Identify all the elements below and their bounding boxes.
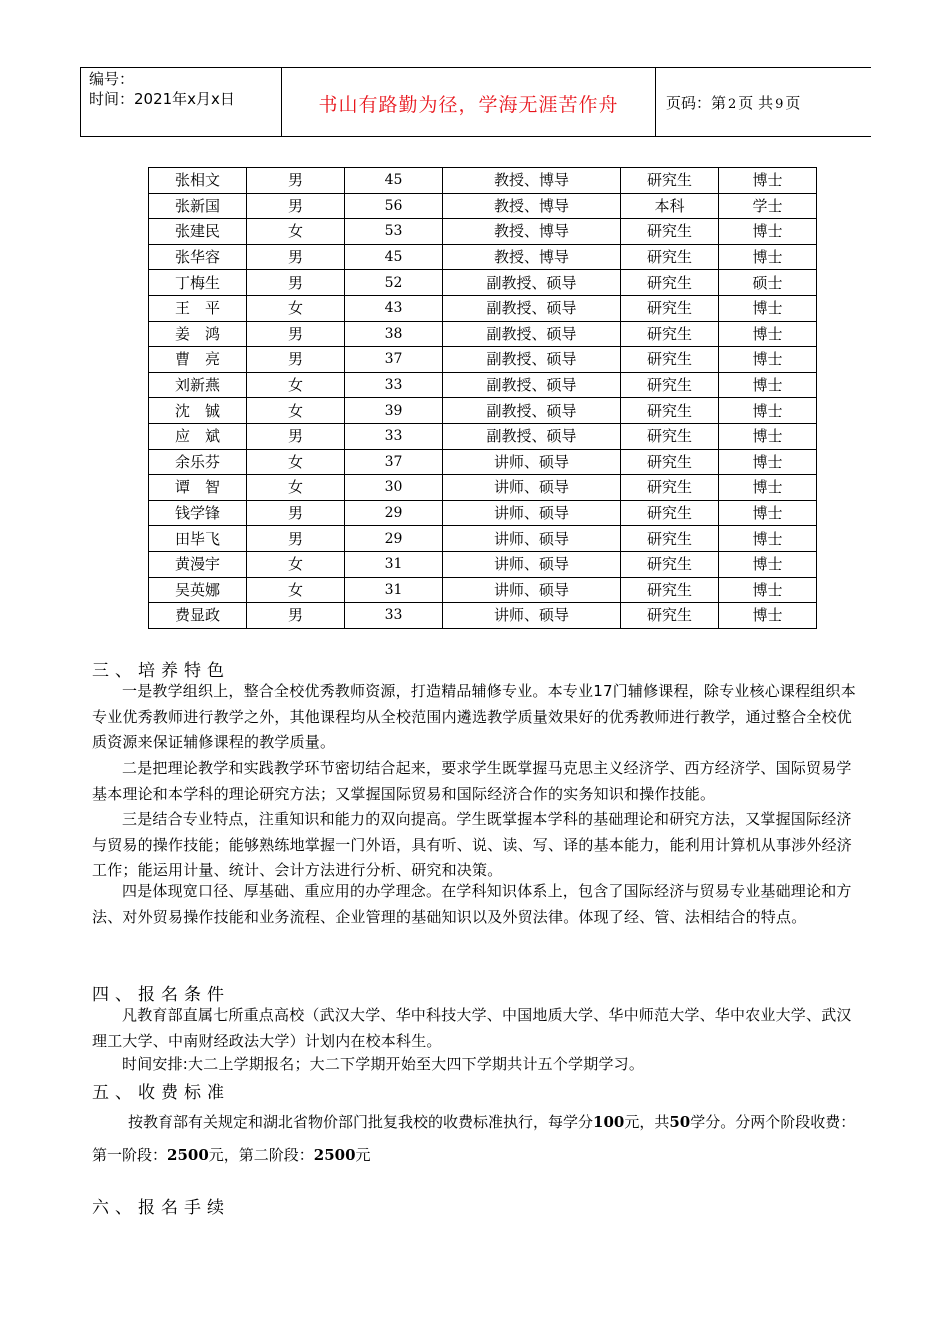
staff-education: 研究生 (621, 603, 719, 629)
staff-gender: 女 (247, 577, 345, 603)
staff-degree: 博士 (719, 321, 817, 347)
table-row (149, 270, 817, 296)
staff-education: 研究生 (621, 219, 719, 245)
staff-gender: 女 (247, 449, 345, 475)
table-row (149, 423, 817, 449)
staff-degree: 博士 (719, 168, 817, 194)
table-row (149, 244, 817, 270)
staff-name: 张新国 (149, 193, 247, 219)
staff-degree: 博士 (719, 551, 817, 577)
staff-education: 研究生 (621, 577, 719, 603)
staff-name: 费显政 (149, 603, 247, 629)
table-row (149, 398, 817, 424)
staff-gender: 男 (247, 321, 345, 347)
staff-degree: 博士 (719, 244, 817, 270)
staff-name: 王 平 (149, 295, 247, 321)
staff-title: 讲师、硕导 (443, 551, 621, 577)
table-row (149, 577, 817, 603)
staff-education: 研究生 (621, 372, 719, 398)
header-meta-cell (81, 68, 282, 136)
staff-degree: 博士 (719, 295, 817, 321)
staff-name: 张建民 (149, 219, 247, 245)
table-row (149, 603, 817, 629)
staff-education: 研究生 (621, 526, 719, 552)
table-row (149, 475, 817, 501)
staff-age: 43 (345, 295, 443, 321)
page-suffix: 页 (785, 94, 801, 112)
page-mid: 页 共 (738, 94, 774, 112)
section-3-paragraph-4: 四是体现宽口径、厚基础、重应用的办学理念。在学科知识体系上，包含了国际经济与贸易专业基础理论和方法、对外贸易操作技能和业务流程、企业管理的基础知识以及外贸法律。体现了经、管、法相结合的特点。 (92, 882, 852, 926)
staff-name: 黄漫宇 (149, 551, 247, 577)
date-label: 时间：2021年x月x日 (89, 90, 235, 108)
staff-degree: 博士 (719, 475, 817, 501)
staff-education: 研究生 (621, 551, 719, 577)
staff-age: 45 (345, 168, 443, 194)
staff-title: 副教授、硕导 (443, 372, 621, 398)
staff-age: 37 (345, 449, 443, 475)
staff-education: 研究生 (621, 449, 719, 475)
table-row (149, 551, 817, 577)
section-3-paragraph-3: 三是结合专业特点，注重知识和能力的双向提高。学生既掌握本学科的基础理论和研究方法，又掌握国际经济与贸易的操作技能；能够熟练地掌握一门外语，具有听、说、读、写、译的基本能力，能利用计算机从事涉外经济工作；能运用计量、统计、会计方法进行分析、研究和决策。 (92, 810, 853, 879)
staff-name: 姜 鸿 (149, 321, 247, 347)
staff-gender: 男 (247, 500, 345, 526)
stage-2-fee: 2500 (313, 1146, 356, 1164)
staff-name: 曹 亮 (149, 347, 247, 373)
staff-gender: 男 (247, 270, 345, 296)
staff-age: 39 (345, 398, 443, 424)
fee-text-e: 元 (355, 1146, 371, 1164)
table-row (149, 295, 817, 321)
staff-title: 讲师、硕导 (443, 500, 621, 526)
staff-age: 31 (345, 577, 443, 603)
staff-title: 讲师、硕导 (443, 603, 621, 629)
staff-title: 讲师、硕导 (443, 577, 621, 603)
motto: 书山有路勤为径，学海无涯苦作舟 (318, 94, 619, 116)
staff-degree: 博士 (719, 449, 817, 475)
staff-name: 沈 铖 (149, 398, 247, 424)
staff-gender: 男 (247, 244, 345, 270)
total-credits: 50 (669, 1113, 691, 1131)
table-row (149, 347, 817, 373)
table-row (149, 193, 817, 219)
staff-degree: 博士 (719, 577, 817, 603)
staff-education: 研究生 (621, 475, 719, 501)
header-page-cell (656, 68, 871, 136)
staff-name: 丁梅生 (149, 270, 247, 296)
table-row (149, 219, 817, 245)
staff-gender: 男 (247, 168, 345, 194)
section-3-title: 三、培养特色 (92, 661, 230, 681)
staff-title: 教授、博导 (443, 219, 621, 245)
staff-name: 吴英娜 (149, 577, 247, 603)
staff-table-body (149, 168, 817, 629)
section-5-fee-paragraph (92, 1106, 862, 1172)
staff-gender: 女 (247, 295, 345, 321)
staff-gender: 女 (247, 372, 345, 398)
staff-degree: 博士 (719, 347, 817, 373)
staff-gender: 女 (247, 551, 345, 577)
credit-fee: 100 (593, 1113, 625, 1131)
staff-title: 教授、博导 (443, 244, 621, 270)
staff-age: 29 (345, 526, 443, 552)
staff-age: 31 (345, 551, 443, 577)
staff-title: 讲师、硕导 (443, 449, 621, 475)
staff-age: 33 (345, 423, 443, 449)
staff-name: 张华容 (149, 244, 247, 270)
table-row (149, 526, 817, 552)
staff-age: 45 (345, 244, 443, 270)
section-6-title: 六、报名手续 (92, 1198, 230, 1218)
staff-name: 谭 智 (149, 475, 247, 501)
staff-gender: 男 (247, 603, 345, 629)
staff-gender: 女 (247, 475, 345, 501)
staff-age: 52 (345, 270, 443, 296)
staff-education: 研究生 (621, 398, 719, 424)
header-motto-cell (282, 68, 656, 136)
serial-label: 编号： (89, 70, 135, 88)
staff-age: 37 (345, 347, 443, 373)
staff-gender: 女 (247, 398, 345, 424)
page-total: 9 (775, 97, 784, 112)
staff-education: 研究生 (621, 321, 719, 347)
staff-title: 副教授、硕导 (443, 423, 621, 449)
staff-title: 讲师、硕导 (443, 475, 621, 501)
staff-education: 研究生 (621, 347, 719, 373)
table-row (149, 321, 817, 347)
table-row (149, 449, 817, 475)
staff-age: 29 (345, 500, 443, 526)
staff-name: 钱学锋 (149, 500, 247, 526)
page-current: 2 (728, 97, 737, 112)
staff-title: 副教授、硕导 (443, 270, 621, 296)
staff-title: 副教授、硕导 (443, 321, 621, 347)
section-3-paragraph-1: 一是教学组织上，整合全校优秀教师资源，打造精品辅修专业。本专业17门辅修课程，除专业核心课程组织本专业优秀教师进行教学之外，其他课程均从全校范围内遴选教学质量效果好的优秀教师进行教学，通过整合全校优质资源来保证辅修课程的教学质量。 (92, 682, 856, 751)
section-4-paragraph-1: 凡教育部直属七所重点高校（武汉大学、华中科技大学、中国地质大学、华中师范大学、华中农业大学、武汉理工大学、中南财经政法大学）计划内在校本科生。 (92, 1006, 852, 1050)
section-3-paragraph-2: 二是把理论教学和实践教学环节密切结合起来，要求学生既掌握马克思主义经济学、西方经济学、国际贸易学基本理论和本学科的理论研究方法；又掌握国际贸易和国际经济合作的实务知识和操作技能。 (92, 759, 852, 803)
staff-gender: 男 (247, 526, 345, 552)
fee-text-a: 按教育部有关规定和湖北省物价部门批复我校的收费标准执行，每学分 (128, 1113, 594, 1131)
staff-title: 副教授、硕导 (443, 398, 621, 424)
staff-age: 33 (345, 603, 443, 629)
staff-degree: 学士 (719, 193, 817, 219)
staff-title: 教授、博导 (443, 193, 621, 219)
staff-gender: 男 (247, 193, 345, 219)
staff-name: 张相文 (149, 168, 247, 194)
staff-name: 田毕飞 (149, 526, 247, 552)
staff-age: 38 (345, 321, 443, 347)
fee-text-b: 元，共 (624, 1113, 670, 1131)
staff-age: 30 (345, 475, 443, 501)
staff-education: 研究生 (621, 423, 719, 449)
staff-education: 研究生 (621, 295, 719, 321)
fee-text-c: 学分。分两个阶段收费：第一阶段： (92, 1113, 856, 1164)
staff-title: 副教授、硕导 (443, 347, 621, 373)
staff-education: 研究生 (621, 244, 719, 270)
section-5-title: 五、收费标准 (92, 1083, 230, 1103)
staff-gender: 女 (247, 219, 345, 245)
staff-degree: 硕士 (719, 270, 817, 296)
staff-degree: 博士 (719, 398, 817, 424)
page-header (80, 67, 871, 137)
staff-degree: 博士 (719, 526, 817, 552)
stage-1-fee: 2500 (167, 1146, 209, 1164)
staff-degree: 博士 (719, 500, 817, 526)
staff-education: 研究生 (621, 270, 719, 296)
page-prefix: 页码：第 (666, 94, 727, 112)
staff-degree: 博士 (719, 219, 817, 245)
staff-degree: 博士 (719, 603, 817, 629)
staff-gender: 男 (247, 423, 345, 449)
fee-text-d: 元，第二阶段： (208, 1146, 314, 1164)
staff-age: 56 (345, 193, 443, 219)
staff-education: 研究生 (621, 168, 719, 194)
staff-degree: 博士 (719, 423, 817, 449)
staff-name: 刘新燕 (149, 372, 247, 398)
staff-title: 教授、博导 (443, 168, 621, 194)
staff-name: 应 斌 (149, 423, 247, 449)
staff-education: 本科 (621, 193, 719, 219)
section-4-title: 四、报名条件 (92, 985, 230, 1005)
page-indicator (666, 92, 800, 113)
table-row (149, 168, 817, 194)
staff-table (148, 167, 817, 629)
staff-title: 副教授、硕导 (443, 295, 621, 321)
staff-name: 余乐芬 (149, 449, 247, 475)
staff-age: 53 (345, 219, 443, 245)
staff-degree: 博士 (719, 372, 817, 398)
staff-title: 讲师、硕导 (443, 526, 621, 552)
staff-age: 33 (345, 372, 443, 398)
staff-education: 研究生 (621, 500, 719, 526)
section-4-paragraph-2: 时间安排:大二上学期报名；大二下学期开始至大四下学期共计五个学期学习。 (122, 1055, 645, 1073)
table-row (149, 500, 817, 526)
staff-gender: 男 (247, 347, 345, 373)
table-row (149, 372, 817, 398)
